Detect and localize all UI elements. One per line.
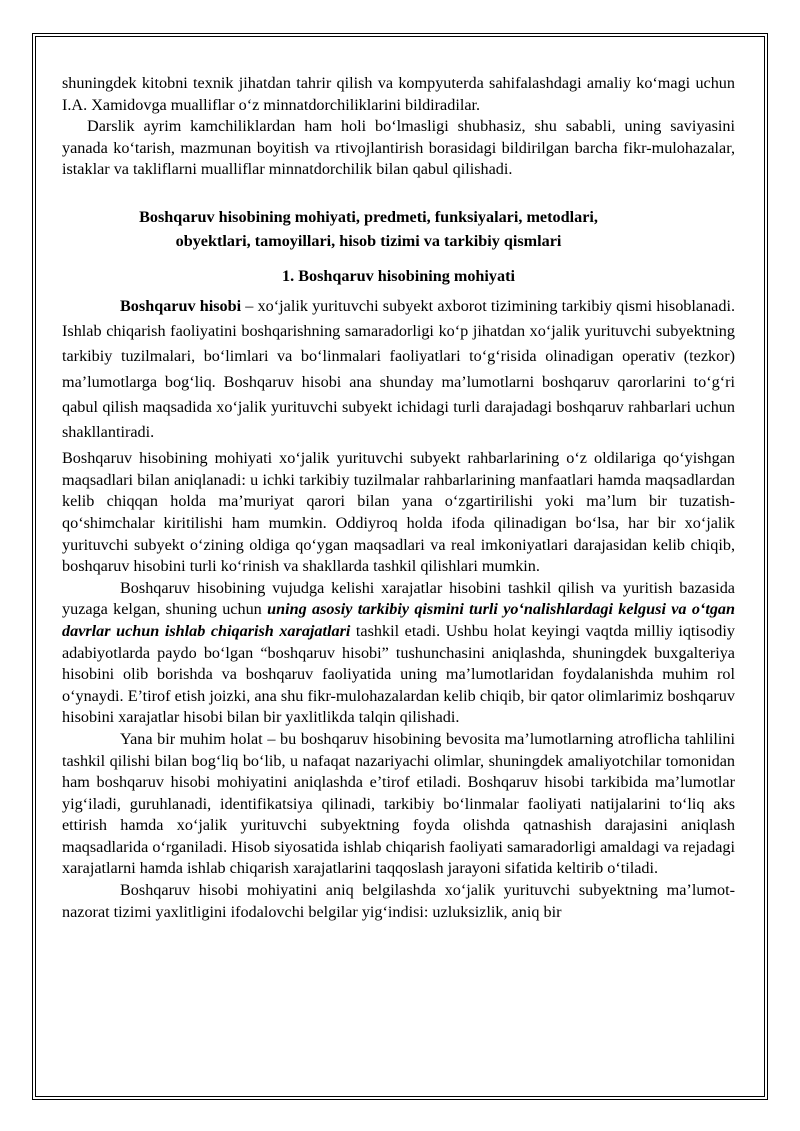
section-paragraph-5: Boshqaruv hisobi mohiyatini aniq belgilashda xo‘jalik yurituvchi subyektning ma’lumot-nazorat tizimi yaxlitligini ifodalovchi belgilar yig‘indisi: uzluksizlik, aniq bir	[62, 881, 735, 921]
section-paragraph-4: Yana bir muhim holat – bu boshqaruv hisobining bevosita ma’lumotlarning atroflicha tahlilini tashkil qilishi bilan bog‘liq bo‘lib, u nafaqat nazariyachi olimlar, shuningdek amaliyotchilar tomonidan ham boshqaruv hisobi mohiyatini aniqlashda e’tirof etiladi. Boshqaruv hisobi tarkibida ma’lumotlar yig‘iladi, guruhlanadi, identifikatsiya qilinadi, tarkibiy bo‘linmalar faoliyati natijalarini to‘liq aks ettirish hamda xo‘jalik yurituvchi subyektning foyda olishda qatnashish darajasini aniqlash maqsadlarida o‘rganiladi. Hisob siyosatida ishlab chiqarish faoliyati samaradorligi amaldagi va rejadagi xarajatlarni hamda ishlab chiqarish xarajatlarini taqqoslash jarayoni sifatida keltirib o‘tiladi.	[62, 729, 735, 878]
section-heading: 1. Boshqaruv hisobining mohiyati	[282, 266, 515, 285]
chapter-heading	[62, 205, 735, 253]
section-paragraph-1	[62, 294, 735, 445]
intro-paragraph-2: Darslik ayrim kamchiliklardan ham holi bo‘lmasligi shubhasiz, shu sababli, uning saviyasini yanada ko‘tarish, mazmunan boyitish va rtivojlantirish borasidagi bildirilgan barcha fikr-mulohazalar, istaklar va takliflarni mualliflar minnatdorchilik bilan qabul qilishadi.	[62, 117, 735, 179]
section-paragraph-2: Boshqaruv hisobining mohiyati xo‘jalik yurituvchi subyekt rahbarlarining o‘z oldilariga qo‘yishgan maqsadlari bilan aniqlanadi: u ichki tarkibiy tuzilmalar rahbarlarining manfaatlari hamda maqsadlardan kelib chiqqan holda ma’muriyat qarori bilan yana o‘zgartirilishi yoki ma’lum bir tuzatish-qo‘shimchalar kiritilishi ham mumkin. Oddiyroq holda ifoda qilinadigan bo‘lsa, har bir xo‘jalik yurituvchi subyekt o‘zining oldiga qo‘ygan maqsadlari va real imkoniyatlari darajasidan kelib chiqib, boshqaruv hisobini turli ko‘rinish va shakllarda tashkil qilishlari mumkin.	[62, 449, 735, 576]
chapter-heading-line-1: Boshqaruv hisobining mohiyati, predmeti, funksiyalari, metodlari,	[139, 207, 598, 226]
section-paragraph-3	[62, 578, 735, 729]
section-paragraph-1-text: – xo‘jalik yurituvchi subyekt axborot tizimining tarkibiy qismi hisoblanadi. Ishlab chiqarish faoliyatini boshqarishning samaradorligi ko‘p jihatdan xo‘jalik yurituvchi subyektning tarkibiy tuzilmalari, bo‘limlari va bo‘linmalari faoliyatlari to‘g‘risida olinadigan operativ (tezkor) ma’lumotlarga bog‘liq. Boshqaruv hisobi ana shunday ma’lumotlarni boshqaruv qarorlarini to‘g‘ri qabul qilish maqsadida xo‘jalik yurituvchi subyekt ichidagi turli darajadagi boshqaruv rahbarlari uchun shakllantiradi.	[62, 296, 735, 441]
term-boshqaruv-hisobi: Boshqaruv hisobi	[120, 296, 242, 315]
intro-paragraph-1: shuningdek kitobni texnik jihatdan tahrir qilish va kompyuterda sahifalashdagi amaliy ko‘magi uchun I.A. Xamidovga mualliflar o‘z minnatdorchiliklarini bildiradilar.	[62, 74, 735, 114]
section-paragraph-3-text-b: tashkil etadi. Ushbu holat keyingi vaqtda milliy iqtisodiy adabiyotlarda paydo bo‘lgan “boshqaruv hisobi” tushunchasini aniqlashda, shuningdek buxgalteriya hisobini olib borishda va boshqaruv faoliyatida uning ma’lumotlaridan foydalanishda muhim rol o‘ynaydi. E’tirof etish joizki, ana shu fikr-mulohazalardan kelib chiqib, bir qator olimlarimiz boshqaruv hisobini xarajatlar hisobi bilan bir yaxlitlikda talqin qilishadi.	[62, 621, 735, 727]
section-paragraph-3-text-a: Boshqaruv hisobining vujudga kelishi xarajatlar hisobini tashkil qilish va yuritish bazasida yuzaga kelgan, shuning uchun	[62, 578, 735, 619]
chapter-heading-line-2: obyektlari, tamoyillari, hisob tizimi va tarkibiy qismlari	[175, 231, 562, 250]
section-paragraph-3-emphasis: uning asosiy tarkibiy qismini turli yo‘nalishlardagi kelgusi va o‘tgan davrlar uchun ishlab chiqarish xarajatlari	[62, 600, 736, 640]
document-page	[62, 73, 735, 923]
